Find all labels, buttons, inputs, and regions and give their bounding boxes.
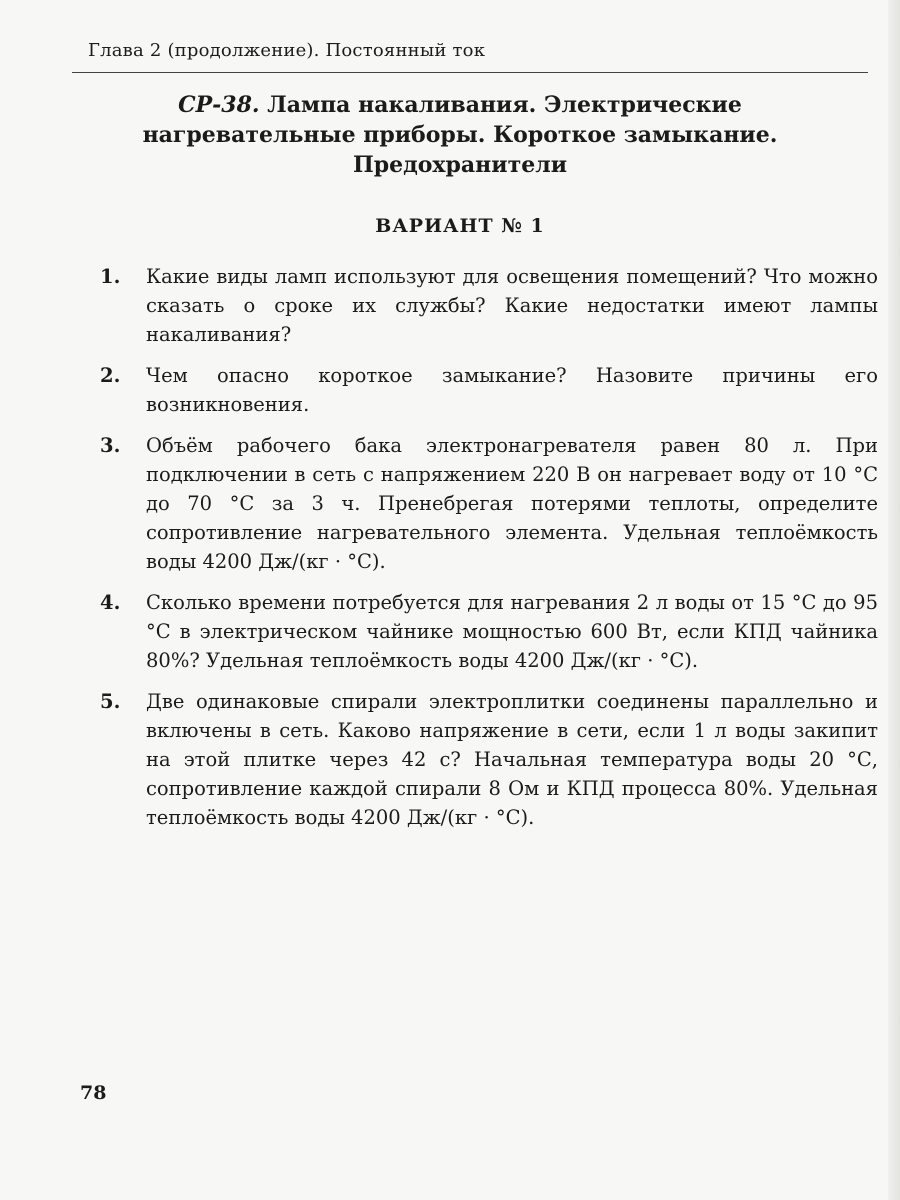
page-edge (888, 0, 900, 1200)
problem-number: 4. (100, 591, 121, 614)
problem-text: Чем опасно короткое замыкание? Назовите причины его возникновения. (146, 364, 878, 416)
problem-item (100, 431, 878, 576)
title-line-1-text: Лампа накаливания. Электрические (267, 92, 742, 118)
problem-number: 1. (100, 265, 121, 288)
problem-text: Сколько времени потребуется для нагревания 2 л воды от 15 °С до 95 °С в электрическом чайнике мощностью 600 Вт, если КПД чайника 80%? Удельная теплоёмкость воды 4200 Дж/(кг · °С). (146, 591, 878, 672)
header-rule (72, 72, 868, 73)
title-line-1 (60, 90, 860, 120)
problem-number: 2. (100, 364, 121, 387)
problem-item (100, 588, 878, 675)
problem-number: 5. (100, 690, 121, 713)
problem-text: Какие виды ламп используют для освещения помещений? Что можно сказать о сроке их службы? Какие недостатки имеют лампы накаливания? (146, 265, 878, 346)
variant-heading: ВАРИАНТ № 1 (375, 215, 545, 237)
problem-list (100, 262, 878, 844)
problem-text: Объём рабочего бака электронагревателя равен 80 л. При подключении в сеть с напряжением 220 В он нагревает воду от 10 °С до 70 °С за 3 ч. Пренебрегая потерями теплоты, определите сопротивление нагревательного элемента. Удельная теплоёмкость воды 4200 Дж/(кг · °С). (146, 434, 878, 573)
section-title (60, 90, 860, 180)
problem-item (100, 262, 878, 349)
running-head: Глава 2 (продолжение). Постоянный ток (88, 40, 486, 61)
page-number: 78 (80, 1082, 107, 1104)
work-code: СР-38. (178, 92, 260, 118)
problem-item (100, 361, 878, 419)
title-line-2: нагревательные приборы. Короткое замыкание. (142, 122, 778, 148)
problem-item (100, 687, 878, 832)
title-line-3: Предохранители (352, 152, 568, 178)
problem-text: Две одинаковые спирали электроплитки соединены параллельно и включены в сеть. Каково напряжение в сети, если 1 л воды закипит на этой плитке через 42 с? Начальная температура воды 20 °С, сопротивление каждой спирали 8 Ом и КПД процесса 80%. Удельная теплоёмкость воды 4200 Дж/(кг · °С). (146, 690, 878, 829)
problem-number: 3. (100, 434, 121, 457)
